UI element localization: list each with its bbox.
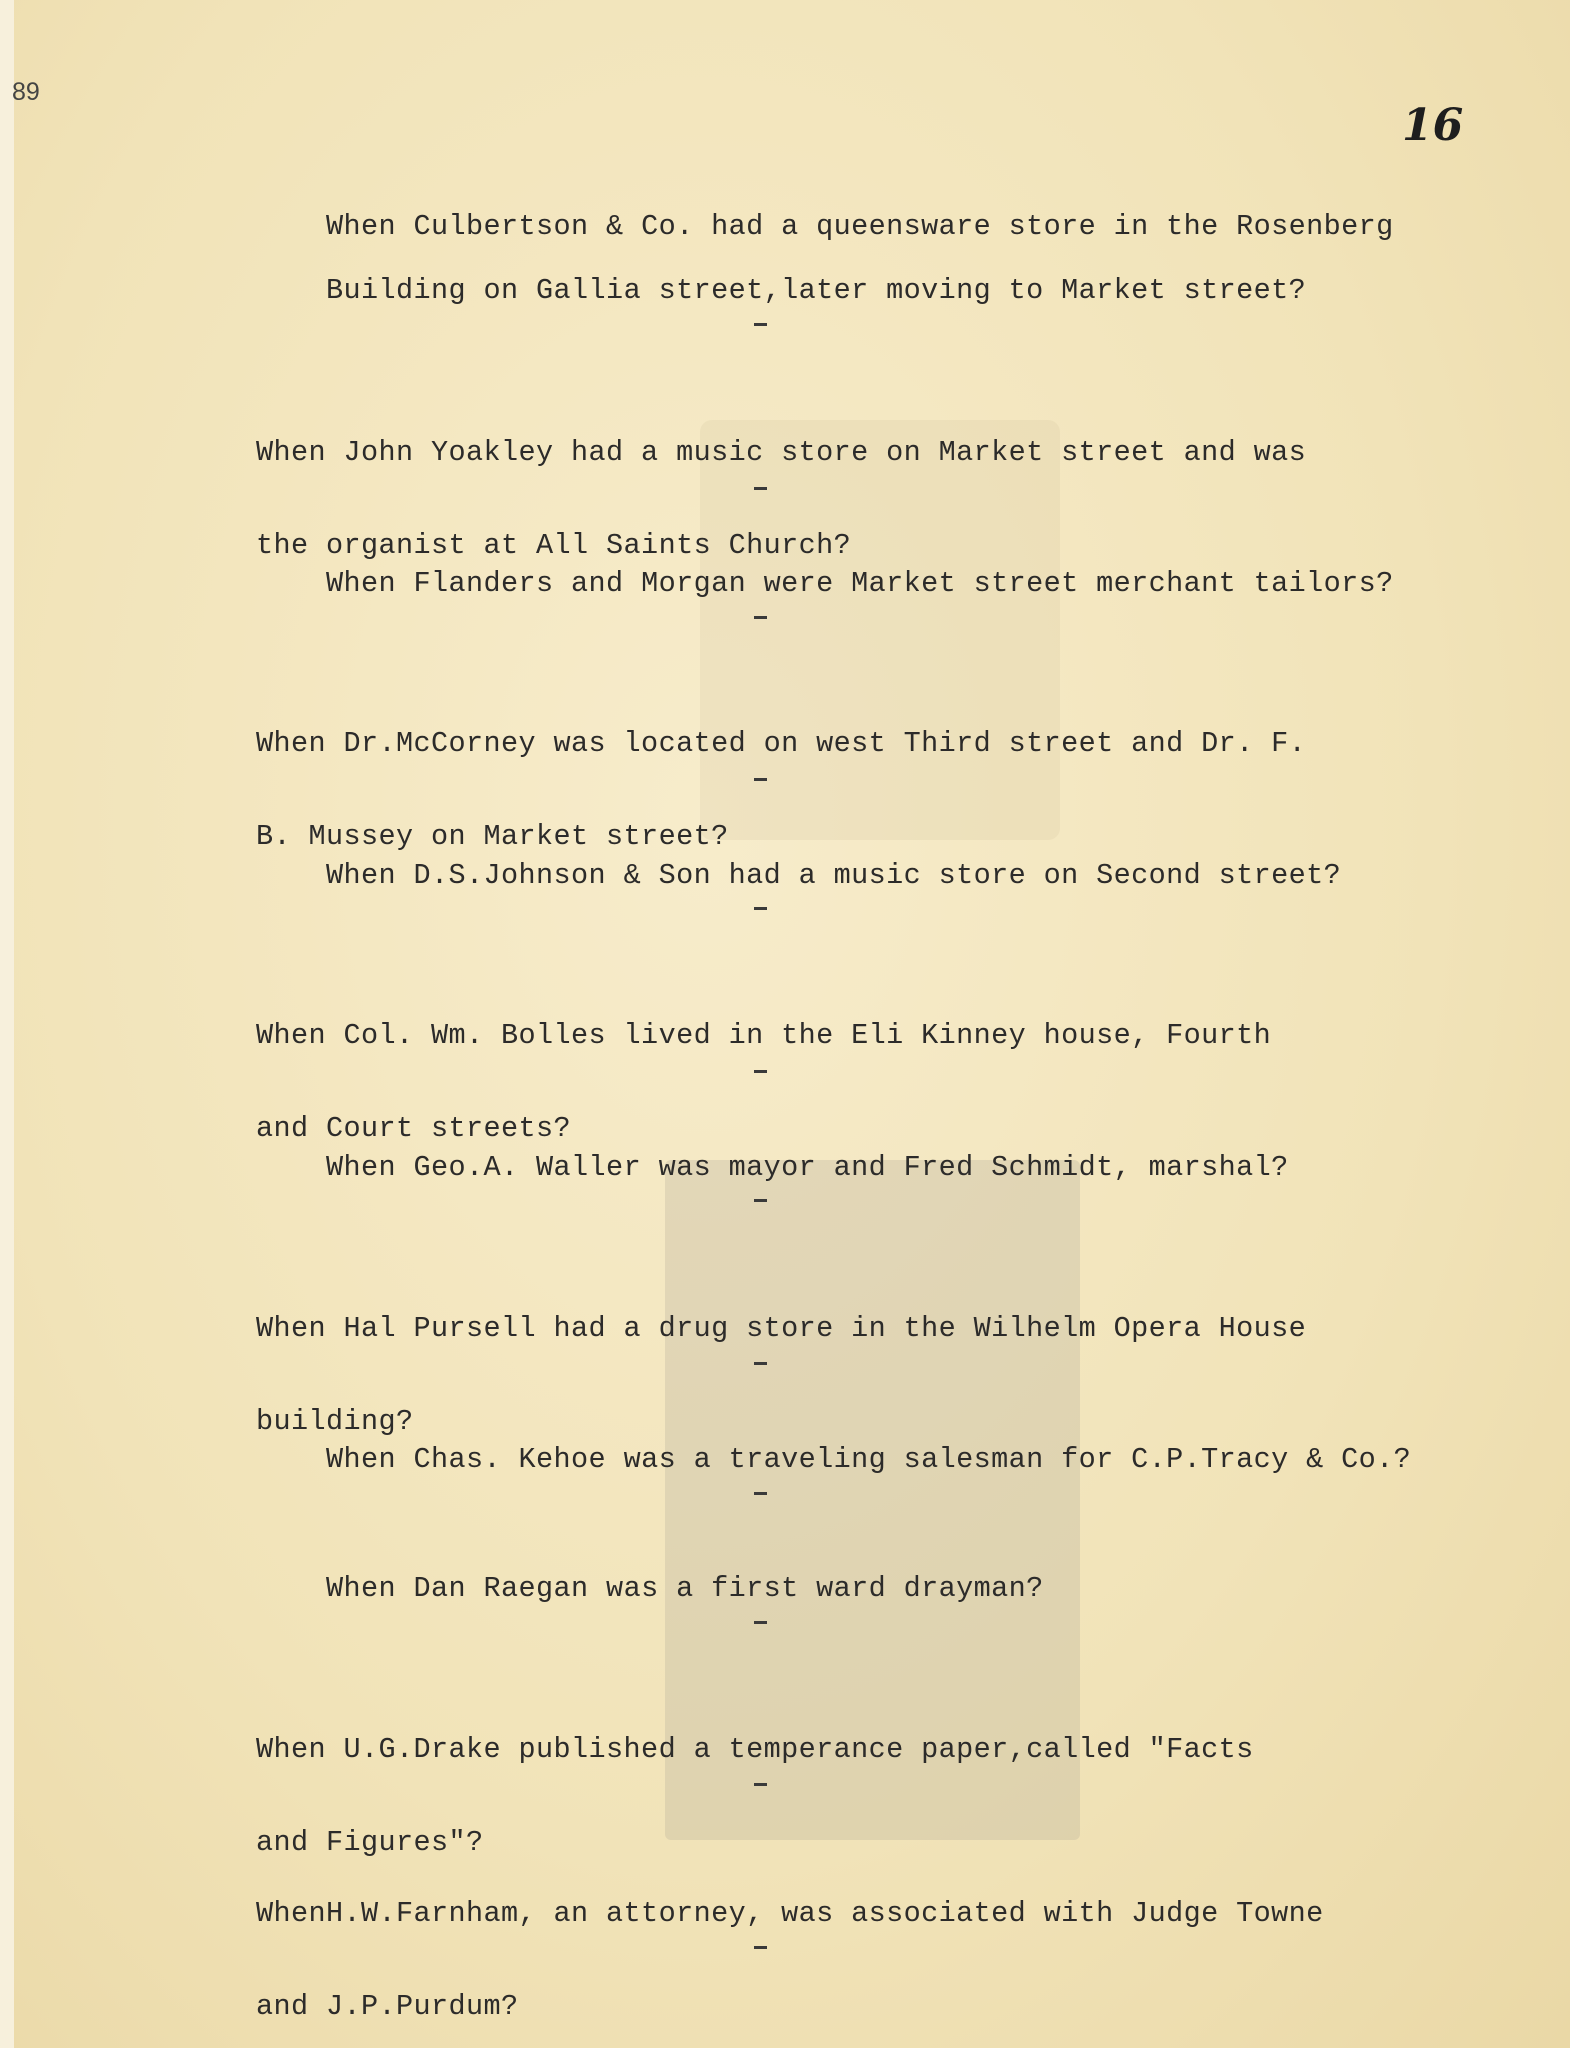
entry-12-line1: WhenH.W.Farnham, an attorney, was associated with Judge Towne [256, 1897, 1324, 1930]
entry-11-line2: and Figures"? [256, 1826, 484, 1859]
separator-dash [754, 1199, 767, 1202]
separator-dash [754, 323, 767, 326]
torn-edge [0, 0, 14, 2048]
separator-dash [754, 1783, 767, 1786]
page-number: 89 [12, 78, 40, 106]
entry-3-line1: When Flanders and Morgan were Market street merchant tailors? [326, 567, 1394, 600]
separator-dash [754, 1492, 767, 1495]
entry-12-line2: and J.P.Purdum? [256, 1990, 519, 2023]
entry-10-line1: When Dan Raegan was a first ward drayman? [326, 1572, 1044, 1605]
entry-6-line1: When Col. Wm. Bolles lived in the Eli Kinney house, Fourth [256, 1019, 1272, 1052]
entry-2-line1: When John Yoakley had a music store on Market street and was [256, 436, 1307, 469]
entry-1-line2: Building on Gallia street,later moving to Market street? [326, 274, 1307, 307]
entry-3 [256, 537, 1456, 630]
entry-5 [256, 829, 1456, 922]
entry-1-line1: When Culbertson & Co. had a queensware store in the Rosenberg [326, 210, 1394, 243]
entry-11-line1: When U.G.Drake published a temperance paper,called "Facts [256, 1733, 1254, 1766]
entry-7-line1: When Geo.A. Waller was mayor and Fred Schmidt, marshal? [326, 1151, 1289, 1184]
entry-1-cont [256, 244, 1456, 337]
entry-2-line2: the organist at All Saints Church? [256, 529, 852, 562]
separator-dash [754, 1946, 767, 1949]
entry-5-line1: When D.S.Johnson & Son had a music store on Second street? [326, 859, 1342, 892]
entry-10 [256, 1542, 1456, 1635]
entry-8-line2: building? [256, 1405, 414, 1438]
entry-8-line1: When Hal Pursell had a drug store in the Wilhelm Opera House [256, 1312, 1307, 1345]
entry-9 [256, 1413, 1456, 1506]
separator-dash [754, 1070, 767, 1073]
entry-7 [256, 1121, 1456, 1214]
handwritten-number: 16 [1402, 100, 1464, 151]
entry-12 [256, 1836, 1456, 2048]
separator-dash [754, 487, 767, 490]
entry-6-line2: and Court streets? [256, 1112, 572, 1145]
separator-dash [754, 907, 767, 910]
separator-dash [754, 1621, 767, 1624]
entry-4-line1: When Dr.McCorney was located on west Third street and Dr. F. [256, 727, 1307, 760]
separator-dash [754, 616, 767, 619]
separator-dash [754, 1362, 767, 1365]
entry-9-line1: When Chas. Kehoe was a traveling salesman for C.P.Tracy & Co.? [326, 1443, 1412, 1476]
entry-4-line2: B. Mussey on Market street? [256, 820, 729, 853]
separator-dash [754, 778, 767, 781]
